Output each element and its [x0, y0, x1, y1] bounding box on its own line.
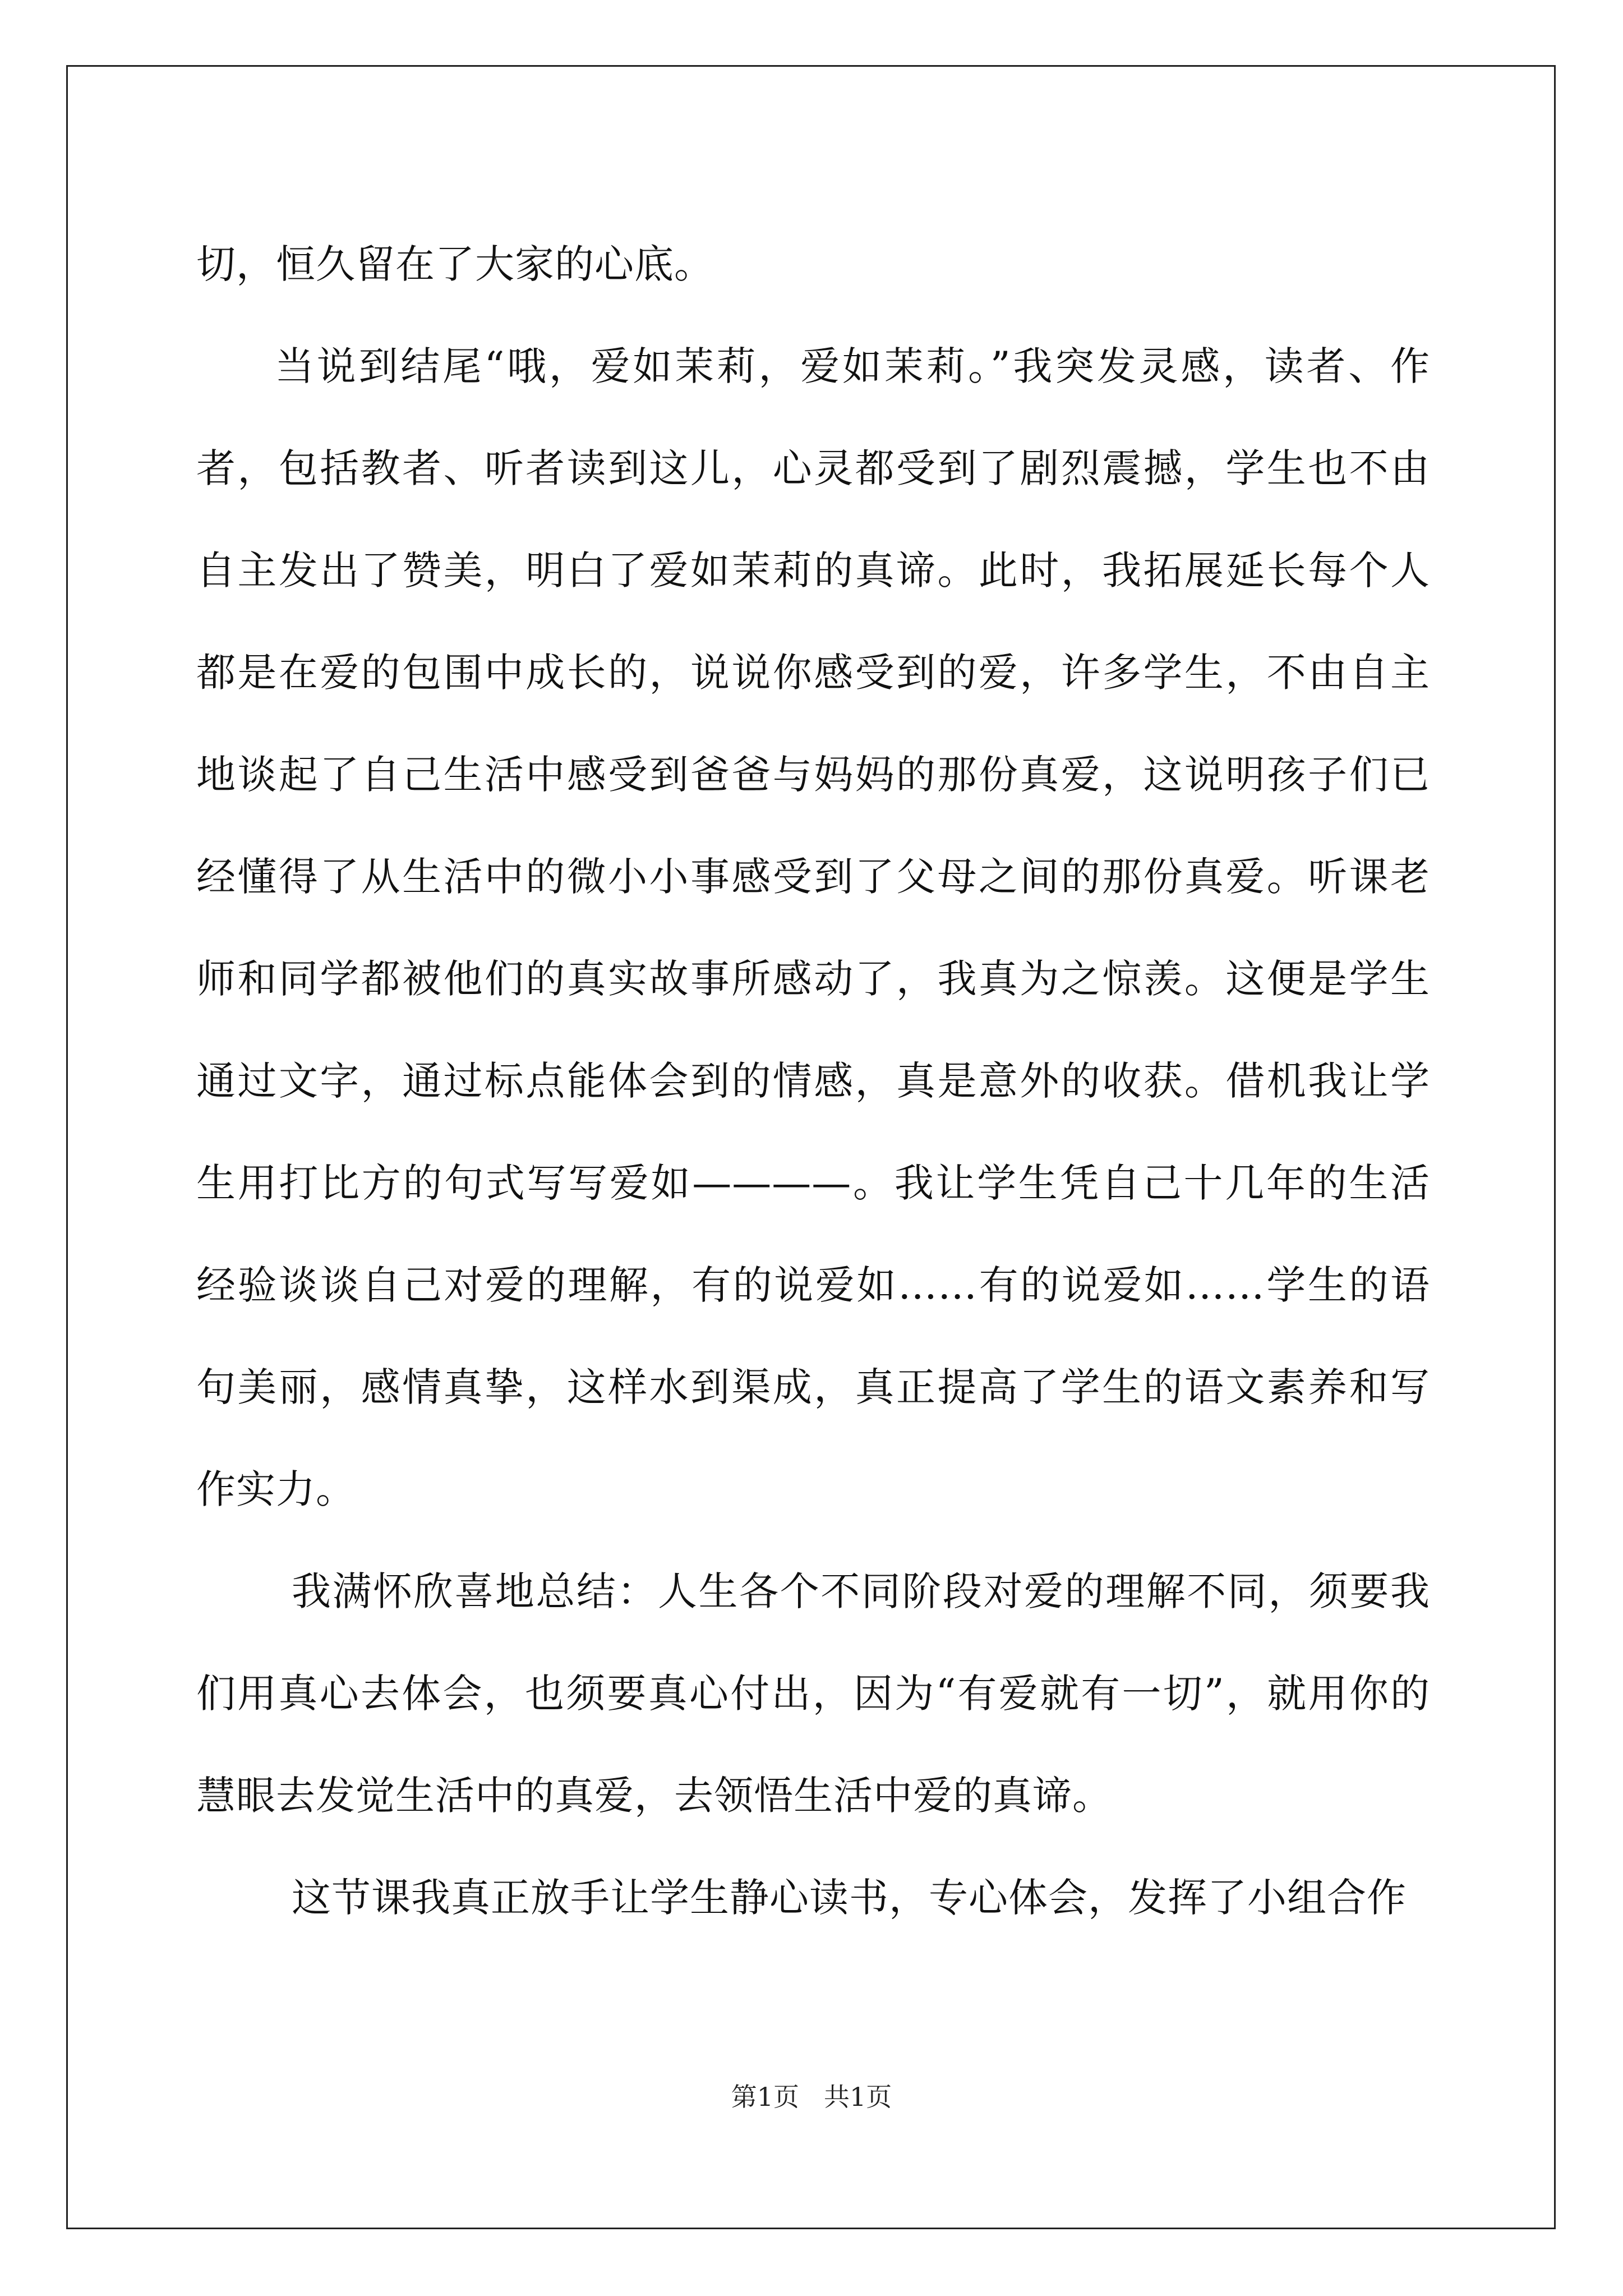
page-total: 共1页 [824, 2082, 892, 2112]
page-footer [0, 2080, 1623, 2114]
paragraph: 当说到结尾“哦，爱如茉莉，爱如茉莉。”我突发灵感，读者、作者，包括教者、听者读到这儿，心灵都受到了剧烈震撼，学生也不由自主发出了赞美，明白了爱如茉莉的真谛。此时，我拓展延长每个人都是在爱的包围中成长的，说说你感受到的爱，许多学生，不由自主地谈起了自己生活中感受到爸爸与妈妈的那份真爱，这说明孩子们已经懂得了从生活中的微小小事感受到了父母之间的那份真爱。听课老师和同学都被他们的真实故事所感动了，我真为之惊羡。这便是学生通过文字，通过标点能体会到的情感，真是意外的收获。借机我让学生用打比方的句式写写爱如————。我让学生凭自己十几年的生活经验谈谈自己对爱的理解，有的说爱如……有的说爱如……学生的语句美丽，感情真挚，这样水到渠成，真正提高了学生的语文素养和写作实力。 [196, 343, 1430, 1512]
paragraph: 切，恒久留在了大家的心底。 [196, 241, 714, 287]
paragraph: 我满怀欣喜地总结：人生各个不同阶段对爱的理解不同，须要我们用真心去体会，也须要真心付出，因为“有爱就有一切”，就用你的慧眼去发觉生活中的真爱，去领悟生活中爱的真谛。 [196, 1568, 1430, 1819]
document-body [196, 213, 1430, 1949]
paragraph: 这节课我真正放手让学生静心读书，专心体会，发挥了小组合作 [292, 1875, 1407, 1921]
page-number: 第1页 [731, 2082, 799, 2112]
